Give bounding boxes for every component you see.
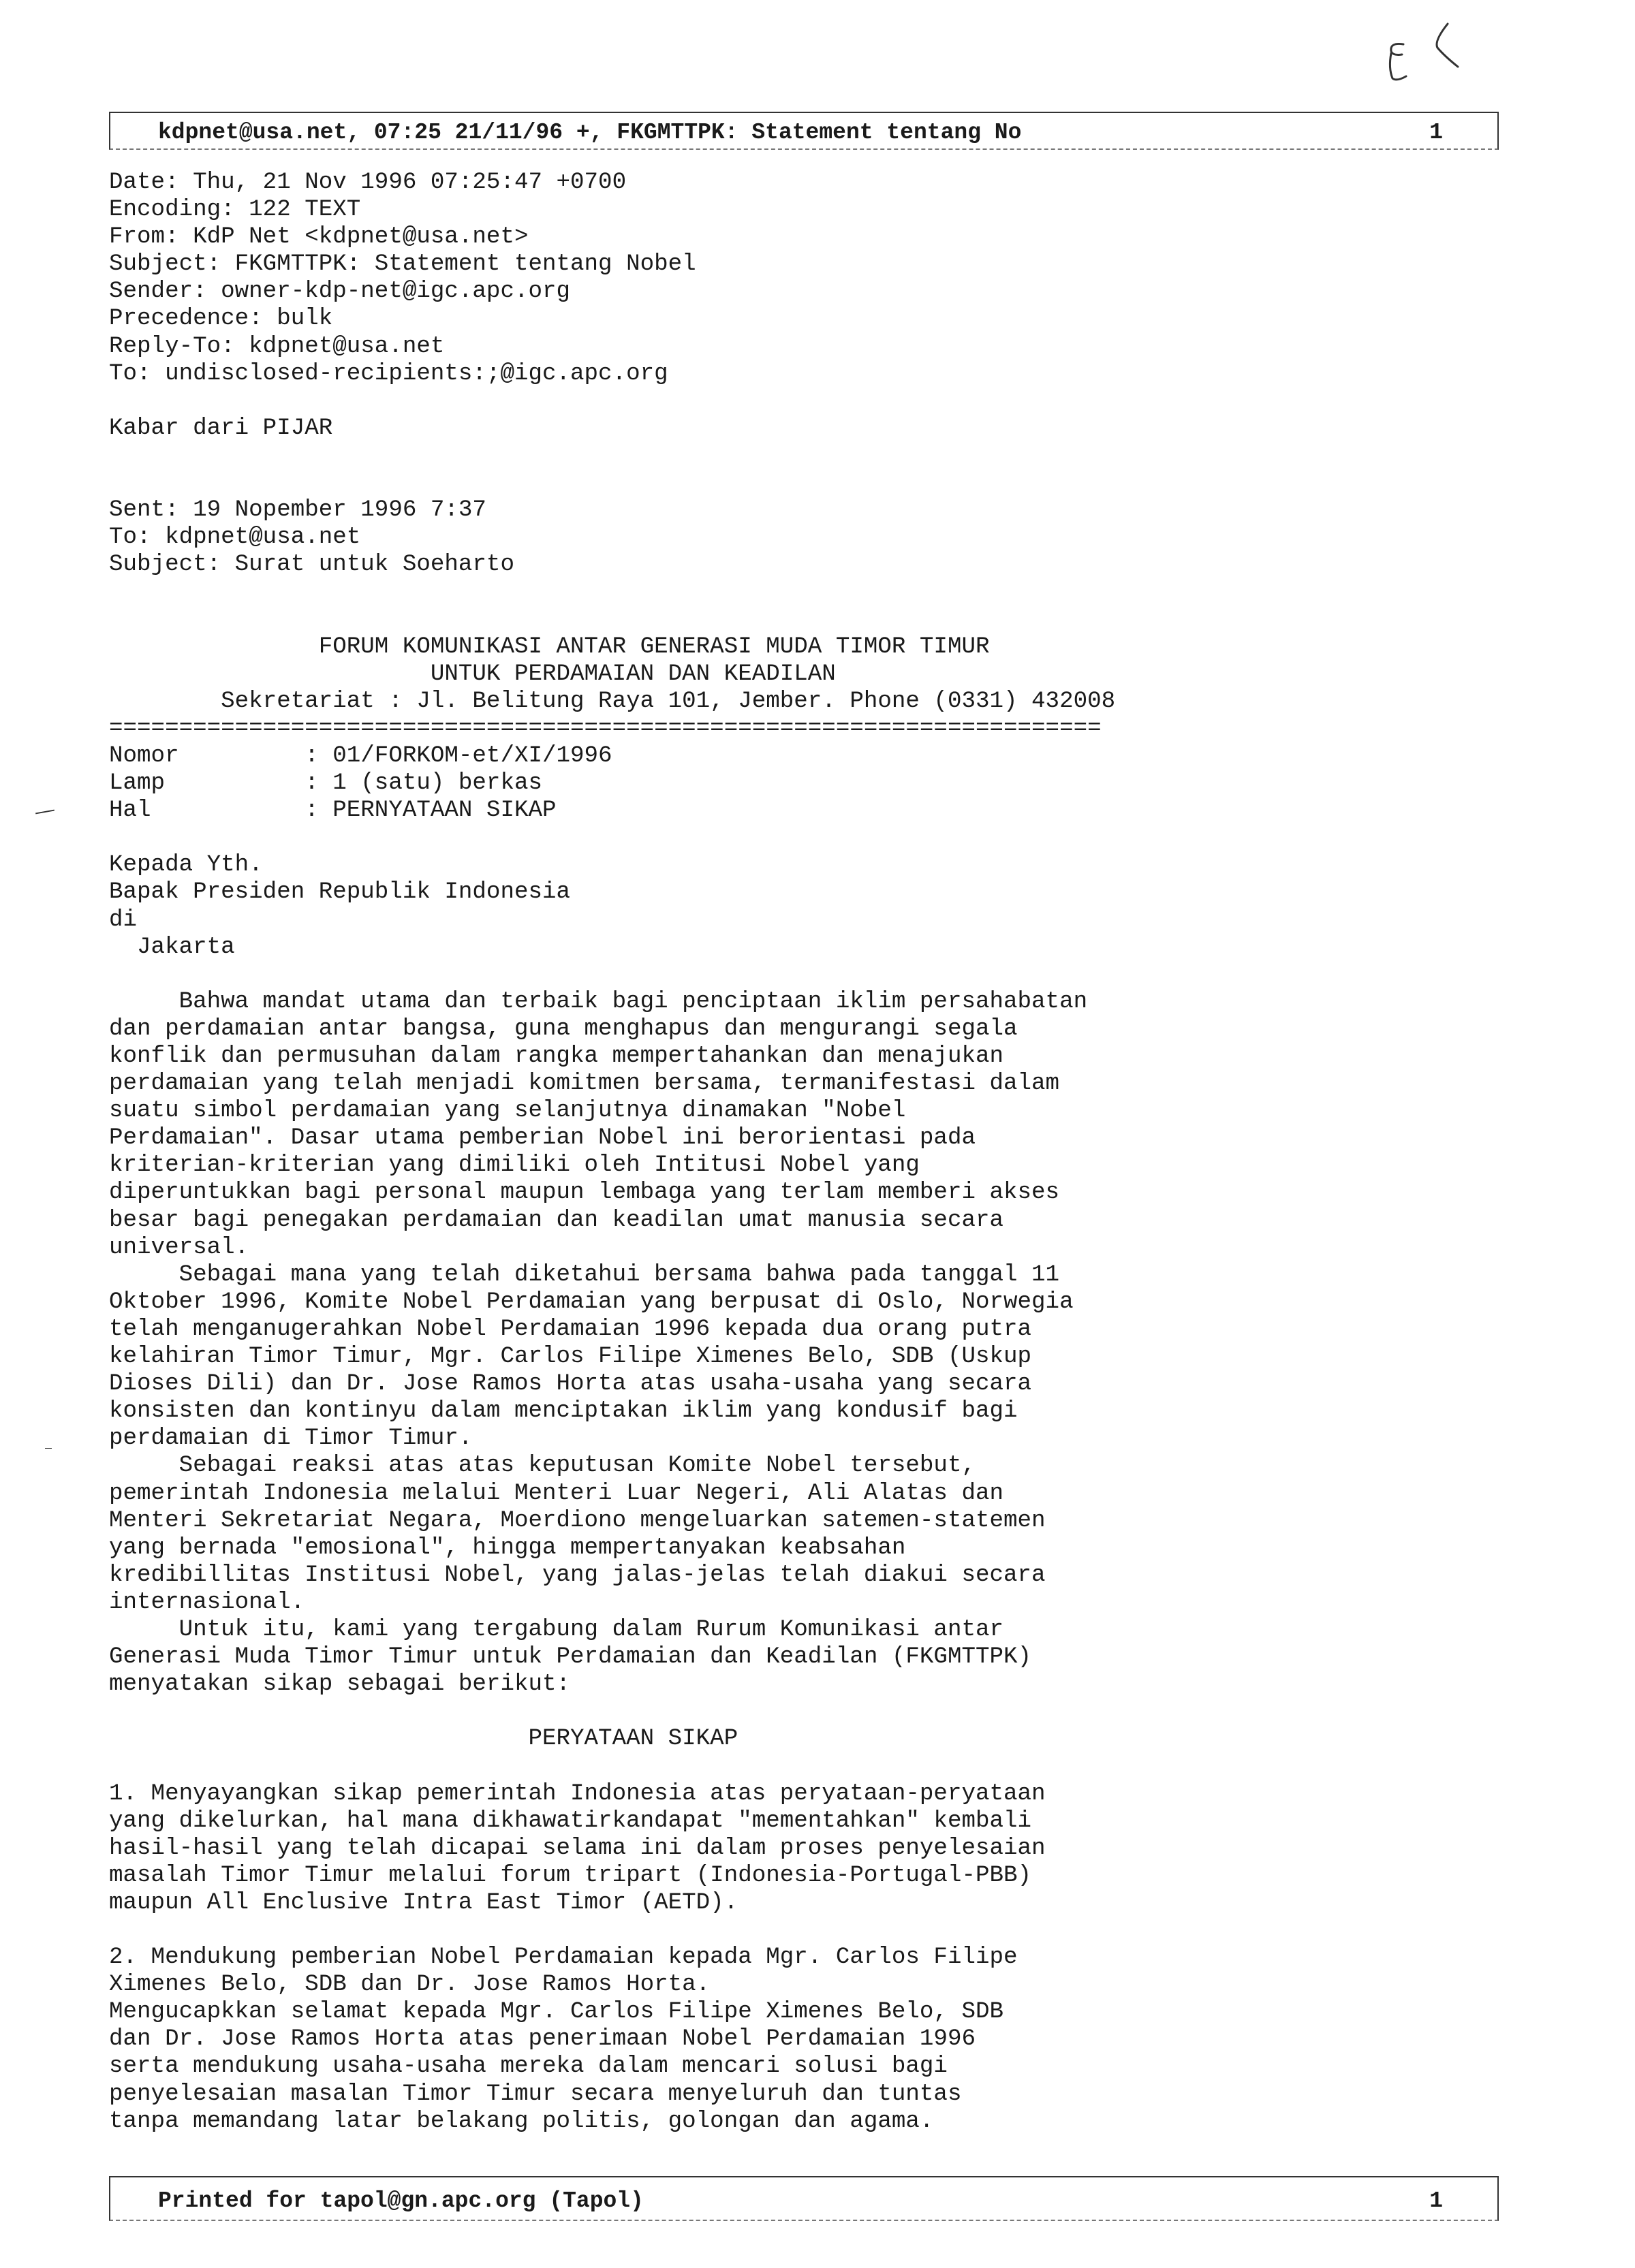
text-line	[109, 469, 1472, 497]
print-footer-page-number: 1	[1429, 2188, 1443, 2214]
text-line	[109, 606, 1472, 633]
text-line: di	[109, 907, 138, 933]
text-line: From: KdP Net <kdpnet@usa.net>	[109, 224, 529, 251]
margin-mark	[35, 810, 54, 815]
text-line: menyatakan sikap sebagai berikut:	[109, 1671, 571, 1698]
text-line: Kabar dari PIJAR	[109, 415, 333, 441]
text-line: =======================================================================	[109, 715, 1102, 742]
text-line: Ximenes Belo, SDB dan Dr. Jose Ramos Horta.	[109, 1972, 711, 1998]
text-line: Precedence: bulk	[109, 306, 333, 332]
text-line: diperuntukkan bagi personal maupun lembaga yang terlam memberi akses	[109, 1180, 1060, 1206]
text-line: Sent: 19 Nopember 1996 7:37	[109, 497, 486, 524]
text-line: Date: Thu, 21 Nov 1996 07:25:47 +0700	[109, 170, 627, 195]
print-header-text: kdpnet@usa.net, 07:25 21/11/96 +, FKGMTTPK: Statement tentang No	[158, 120, 1022, 145]
margin-mark	[45, 1448, 52, 1449]
text-line: Untuk itu, kami yang tergabung dalam Rurum Komunikasi antar	[109, 1616, 1004, 1643]
text-line: internasional.	[109, 1589, 305, 1616]
text-line: Bapak Presiden Republik Indonesia	[109, 879, 571, 906]
text-line: konflik dan permusuhan dalam rangka mempertahankan dan menajukan	[109, 1043, 1004, 1069]
text-line: Subject: FKGMTTPK: Statement tentang Nobel	[109, 251, 696, 278]
text-line: FORUM KOMUNIKASI ANTAR GENERASI MUDA TIMOR TIMUR	[109, 633, 990, 660]
text-line: penyelesaian masalan Timor Timur secara menyeluruh dan tuntas	[109, 2081, 962, 2107]
text-line	[109, 1698, 1472, 1725]
text-line: Menteri Sekretariat Negara, Moerdiono mengeluarkan satemen-statemen	[109, 1507, 1046, 1534]
text-line: kriterian-kriterian yang dimiliki oleh Intitusi Nobel yang	[109, 1152, 920, 1179]
text-line: Lamp : 1 (satu) berkas	[109, 770, 542, 797]
text-line: Generasi Muda Timor Timur untuk Perdamaian dan Keadilan (FKGMTTPK)	[109, 1644, 1032, 1671]
text-line	[109, 824, 1472, 851]
text-line: telah menganugerahkan Nobel Perdamaian 1996 kepada dua orang putra	[109, 1316, 1032, 1342]
text-line	[109, 1752, 1472, 1780]
text-line	[109, 961, 1472, 988]
text-line: kelahiran Timor Timur, Mgr. Carlos Filipe Ximenes Belo, SDB (Uskup	[109, 1344, 1032, 1370]
text-line	[109, 442, 1472, 469]
text-line: 2. Mendukung pemberian Nobel Perdamaian kepada Mgr. Carlos Filipe	[109, 1944, 1018, 1971]
text-line: dan perdamaian antar bangsa, guna menghapus dan mengurangi segala	[109, 1015, 1018, 1042]
text-line: Reply-To: kdpnet@usa.net	[109, 333, 445, 360]
text-line: dan Dr. Jose Ramos Horta atas penerimaan Nobel Perdamaian 1996	[109, 2026, 976, 2053]
text-line: serta mendukung usaha-usaha mereka dalam mencari solusi bagi	[109, 2053, 948, 2080]
text-line: Dioses Dili) dan Dr. Jose Ramos Horta atas usaha-usaha yang secara	[109, 1371, 1032, 1398]
text-line	[109, 388, 1472, 415]
text-line: To: undisclosed-recipients:;@igc.apc.org	[109, 360, 668, 387]
text-line: Encoding: 122 TEXT	[109, 197, 361, 223]
text-line: Sebagai mana yang telah diketahui bersama bahwa pada tanggal 11	[109, 1261, 1060, 1288]
text-line: masalah Timor Timur melalui forum tripart (Indonesia-Portugal-PBB)	[109, 1862, 1032, 1889]
text-line: To: kdpnet@usa.net	[109, 524, 361, 551]
text-line: hasil-hasil yang telah dicapai selama ini dalam proses penyelesaian	[109, 1835, 1046, 1861]
text-line: Mengucapkkan selamat kepada Mgr. Carlos Filipe Ximenes Belo, SDB	[109, 1999, 1004, 2026]
print-header-bar	[109, 112, 1499, 150]
text-line: besar bagi penegakan perdamaian dan keadilan umat manusia secara	[109, 1207, 1004, 1233]
text-line: tanpa memandang latar belakang politis, golongan dan agama.	[109, 2108, 934, 2135]
text-line: Nomor : 01/FORKOM-et/XI/1996	[109, 742, 612, 769]
text-line: pemerintah Indonesia melalui Menteri Luar Negeri, Ali Alatas dan	[109, 1480, 1004, 1507]
text-line: PERYATAAN SIKAP	[109, 1726, 738, 1752]
print-footer-bar	[109, 2176, 1499, 2221]
text-line: UNTUK PERDAMAIAN DAN KEADILAN	[109, 661, 836, 687]
text-line	[109, 1917, 1472, 1944]
text-line: Hal : PERNYATAAN SIKAP	[109, 798, 557, 824]
text-line: kredibillitas Institusi Nobel, yang jalas-jelas telah diakui secara	[109, 1562, 1046, 1588]
text-line: Kepada Yth.	[109, 852, 263, 879]
text-line: Bahwa mandat utama dan terbaik bagi penciptaan iklim persahabatan	[109, 988, 1088, 1015]
text-line: universal.	[109, 1234, 249, 1261]
text-line	[109, 578, 1472, 605]
text-line: Sebagai reaksi atas atas keputusan Komite Nobel tersebut,	[109, 1453, 976, 1479]
text-line: Oktober 1996, Komite Nobel Perdamaian yang berpusat di Oslo, Norwegia	[109, 1289, 1074, 1315]
text-line: konsisten dan kontinyu dalam menciptakan iklim yang kondusif bagi	[109, 1398, 1018, 1425]
text-line: 1. Menyayangkan sikap pemerintah Indonesia atas peryataan-peryataan	[109, 1780, 1046, 1807]
text-line: perdamaian yang telah menjadi komitmen bersama, termanifestasi dalam	[109, 1071, 1060, 1097]
text-line: perdamaian di Timor Timur.	[109, 1426, 473, 1452]
text-line: Jakarta	[109, 934, 235, 960]
text-line: suatu simbol perdamaian yang selanjutnya dinamakan "Nobel	[109, 1098, 906, 1124]
text-line: maupun All Enclusive Intra East Timor (AETD).	[109, 1889, 738, 1916]
handwritten-mark	[1383, 14, 1478, 89]
email-body	[109, 169, 1472, 2135]
print-footer-text: Printed for tapol@gn.apc.org (Tapol)	[158, 2188, 644, 2214]
text-line: Subject: Surat untuk Soeharto	[109, 552, 514, 578]
text-line: Perdamaian". Dasar utama pemberian Nobel ini berorientasi pada	[109, 1125, 976, 1152]
print-header-page-number: 1	[1429, 120, 1443, 145]
text-line: Sender: owner-kdp-net@igc.apc.org	[109, 279, 571, 305]
text-line: Sekretariat : Jl. Belitung Raya 101, Jember. Phone (0331) 432008	[109, 688, 1116, 714]
text-line: yang bernada "emosional", hingga mempertanyakan keabsahan	[109, 1534, 906, 1561]
text-line: yang dikelurkan, hal mana dikhawatirkandapat "mementahkan" kembali	[109, 1808, 1032, 1834]
